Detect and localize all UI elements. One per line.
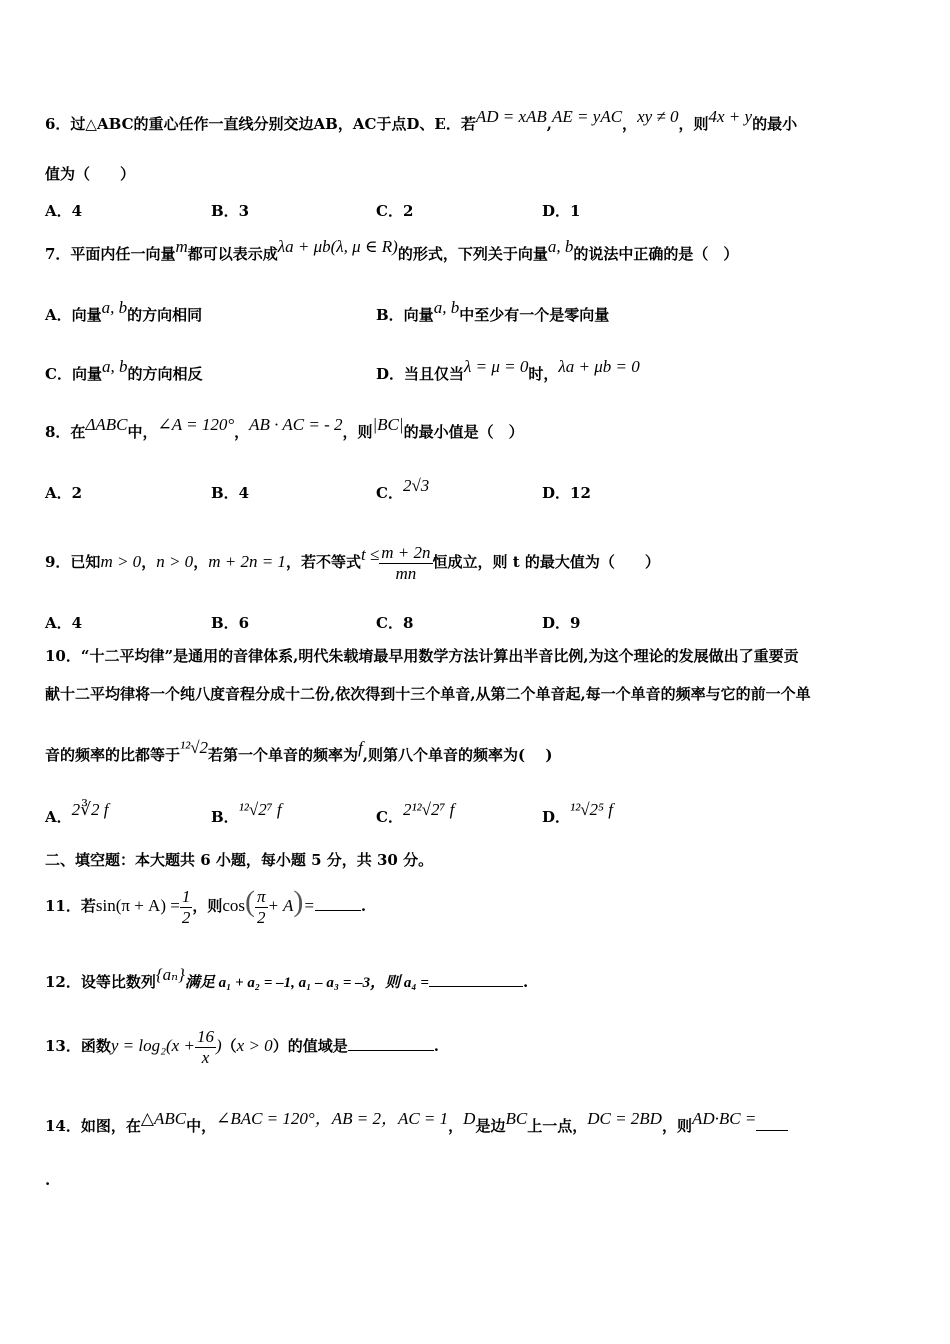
q7-option-d <box>376 357 640 384</box>
q9-option-b: B．6 <box>211 614 250 632</box>
q8-option-a: A．2 <box>45 484 83 502</box>
q11-fraction-half <box>180 887 193 928</box>
q7-option-a <box>45 298 203 325</box>
q10-option-c <box>376 800 455 827</box>
q7-option-a-math: a, b <box>101 298 128 317</box>
q9-fraction <box>379 543 432 584</box>
q13-math-domain: x > 0 <box>236 1036 273 1055</box>
q10-option-c-math: 2¹²√2⁷ f <box>402 800 455 819</box>
q11-math-cos: cos <box>222 896 246 915</box>
q9-text: 恒成立，则 t 的最大值为（ ） <box>432 553 660 571</box>
q9-fraction-den: mn <box>395 563 417 583</box>
q9-math-n: n > 0 <box>156 552 194 571</box>
q14-math-dot: AD·BC = <box>691 1109 757 1128</box>
q7-option-b-text: 中至少有一个是零向量 <box>459 306 610 324</box>
q6-line2: 值为（ ） <box>45 165 136 183</box>
q7-option-d-math: λ = μ = 0 <box>464 357 529 376</box>
q11-math-sin: sin(π + A) = <box>95 896 180 915</box>
q10-option-c-label: C． <box>376 808 403 826</box>
q7-option-a-text: 的方向相同 <box>127 306 203 324</box>
q14-text: ，则 <box>661 1117 692 1135</box>
q8-stem: 8．在 <box>45 423 86 441</box>
q8-option-b: B．4 <box>211 484 250 502</box>
q7-option-d-text: 时， <box>528 365 559 383</box>
q9-math-constraint: m + 2n = 1 <box>208 552 286 571</box>
q11-fraction-den: 2 <box>257 907 266 927</box>
q7-text: 都可以表示成 <box>187 245 278 263</box>
q7-math-combo: λa + μb(λ, μ ∈ R) <box>277 237 398 256</box>
q10-line2: 献十二平均律将一个纯八度音程分成十二份,依次得到十三个单音,从第二个单音起,每一个单音的频率与它的前一个单 <box>45 685 811 703</box>
q8-math-angle: ∠A = 120° <box>157 415 235 434</box>
q7-option-b-label: B．向量 <box>376 306 434 324</box>
q14-answer-blank[interactable] <box>756 1116 788 1131</box>
q9-text: ，若不等式 <box>285 553 361 571</box>
q10-option-b-math: ¹²√2⁷ f <box>238 800 282 819</box>
q10-option-d-label: D． <box>542 808 571 826</box>
q8-math-dot: AB · AC = - 2 <box>249 415 343 434</box>
q9-math-t: t ≤ <box>360 545 380 564</box>
q8-option-d: D．12 <box>542 484 591 502</box>
q12-line <box>45 965 529 993</box>
q14-stem: 14．如图，在 <box>45 1117 141 1135</box>
q9-option-a: A．4 <box>45 614 83 632</box>
q6-stem: 6．过△ABC的重心任作一直线分别交边AB，AC于点D、E．若 <box>45 115 476 133</box>
q10-text: 若第一个单音的频率为 <box>208 746 359 764</box>
q10-option-d-math: ¹²√2⁵ f <box>570 800 613 819</box>
q7-line1 <box>45 237 739 264</box>
q14-line2: . <box>45 1171 51 1189</box>
q7-option-c-math: a, b <box>101 357 128 376</box>
q8-option-c-label: C． <box>376 484 403 502</box>
q14-math-ratio: DC = 2BD <box>587 1109 662 1128</box>
q11-fraction-den: 2 <box>181 907 191 927</box>
q6-sep: , <box>546 115 553 133</box>
q11-math-a: + A <box>267 896 294 915</box>
q14-math-given: ∠BAC = 120°，AB = 2，AC = 1 <box>216 1109 449 1128</box>
q6-option-c: C．2 <box>376 202 414 220</box>
q9-text: ， <box>193 553 209 571</box>
q9-option-c: C．8 <box>376 614 414 632</box>
q10-text: 音的频率的比都等于 <box>45 746 181 764</box>
q10-text: ,则第八个单音的频率为( ) <box>362 746 553 764</box>
q13-text: ）的值域是 <box>272 1037 348 1055</box>
q8-option-c-math: 2√3 <box>402 476 430 495</box>
q7-option-d-label: D．当且仅当 <box>376 365 465 383</box>
q13-answer-blank[interactable] <box>348 1036 434 1051</box>
q10-line1: 10．“十二平均律”是通用的音律体系,明代朱载堉最早用数学方法计算出半音比例,为这个理论的发展做出了重要贡 <box>45 647 799 665</box>
q9-fraction-num: m + 2n <box>381 542 431 562</box>
q11-fraction-num: π <box>257 886 266 906</box>
q7-option-b <box>376 298 610 325</box>
q10-option-d <box>542 800 613 827</box>
q11-fraction-num: 1 <box>181 886 191 906</box>
q13-fraction <box>195 1027 216 1068</box>
q13-line <box>45 1026 439 1068</box>
q6-math-ae: AE = yAC <box>552 107 623 126</box>
q6-math-ad: AD = xAB <box>475 107 547 126</box>
q7-text: 的说法中正确的是（ ） <box>573 245 739 263</box>
q11-text: . <box>360 897 367 915</box>
q6-math-xy: xy ≠ 0 <box>637 107 679 126</box>
q8-text: ，则 <box>342 423 373 441</box>
q12-text: . <box>522 973 529 991</box>
q13-text: （ <box>221 1037 237 1055</box>
q10-math-root: ¹²√2 <box>180 738 209 757</box>
q6-sep: ， <box>622 115 638 133</box>
q13-fraction-den: x <box>201 1047 210 1067</box>
q12-math-seq: {aₙ} <box>155 965 185 984</box>
q8-text: 的最小值是（ ） <box>403 423 524 441</box>
q8-text: ， <box>234 423 250 441</box>
q11-math-eq: = <box>303 896 315 915</box>
q13-math-paren: ) <box>215 1036 222 1055</box>
q13-text: . <box>433 1037 439 1055</box>
q9-math-m: m > 0 <box>100 552 142 571</box>
q7-math-m: m <box>175 237 188 256</box>
q9-line1 <box>45 542 660 584</box>
q14-text: 是边 <box>475 1117 506 1135</box>
q7-text: 的形式，下列关于向量 <box>397 245 548 263</box>
q14-math-triangle: △ABC <box>140 1109 187 1128</box>
section-2-title: 二、填空题：本大题共 6 小题，每小题 5 分，共 30 分。 <box>45 851 434 869</box>
q9-stem: 9．已知 <box>45 553 101 571</box>
q8-option-c <box>376 476 430 503</box>
q13-fraction-num: 16 <box>196 1026 214 1046</box>
q7-option-d-math2: λa + μb = 0 <box>558 357 640 376</box>
q8-math-bc: |BC| <box>372 415 404 434</box>
q11-line <box>45 882 366 928</box>
q6-text: ，则 <box>678 115 709 133</box>
q6-math-expr: 4x + y <box>708 107 753 126</box>
q12-stem: 12．设等比数列 <box>45 973 156 991</box>
q7-stem: 7．平面内任一向量 <box>45 245 176 263</box>
q6-option-a: A．4 <box>45 202 83 220</box>
q7-option-c-label: C．向量 <box>45 365 102 383</box>
q7-option-b-math: a, b <box>433 298 460 317</box>
q10-math-f: f <box>358 738 363 757</box>
q6-option-d: D．1 <box>542 202 581 220</box>
q14-math-d: D <box>463 1109 476 1128</box>
q6-text: 的最小 <box>752 115 798 133</box>
q10-option-b <box>211 800 282 827</box>
q6-option-b: B．3 <box>211 202 250 220</box>
q10-option-b-label: B． <box>211 808 239 826</box>
q8-math-triangle: ΔABC <box>85 415 128 434</box>
q7-math-ab: a, b <box>547 237 574 256</box>
q14-text: 中， <box>186 1117 217 1135</box>
q9-option-d: D．9 <box>542 614 581 632</box>
q12-answer-blank[interactable] <box>429 972 523 987</box>
q10-line3 <box>45 738 553 765</box>
q11-fraction-pi <box>255 887 268 928</box>
q10-option-a-label: A． <box>45 808 72 826</box>
q7-option-a-label: A．向量 <box>45 306 102 324</box>
q11-paren-left: ( <box>245 885 256 918</box>
q14-math-bc: BC <box>505 1109 528 1128</box>
q9-text: ， <box>141 553 157 571</box>
q11-paren-right: ) <box>293 885 304 918</box>
q14-line1 <box>45 1109 788 1136</box>
q11-stem: 11．若 <box>45 897 96 915</box>
q10-option-a-math: 2∛2 f <box>71 800 109 819</box>
q7-option-c <box>45 357 203 384</box>
q14-text: 上一点， <box>527 1117 588 1135</box>
q13-math-log: y = log₂(x + <box>110 1036 195 1055</box>
q14-text: ， <box>448 1117 464 1135</box>
q8-text: 中， <box>127 423 158 441</box>
q6-line1 <box>45 107 798 134</box>
q7-option-c-text: 的方向相反 <box>127 365 203 383</box>
q10-option-a <box>45 800 109 827</box>
q11-text: ，则 <box>192 897 223 915</box>
q8-line1 <box>45 415 524 442</box>
q11-answer-blank[interactable] <box>315 896 361 911</box>
q12-text: 满足 a₁ + a₂ = –1, a₁ – a₃ = –3，则 a₄ = <box>184 975 429 991</box>
q13-stem: 13．函数 <box>45 1037 111 1055</box>
